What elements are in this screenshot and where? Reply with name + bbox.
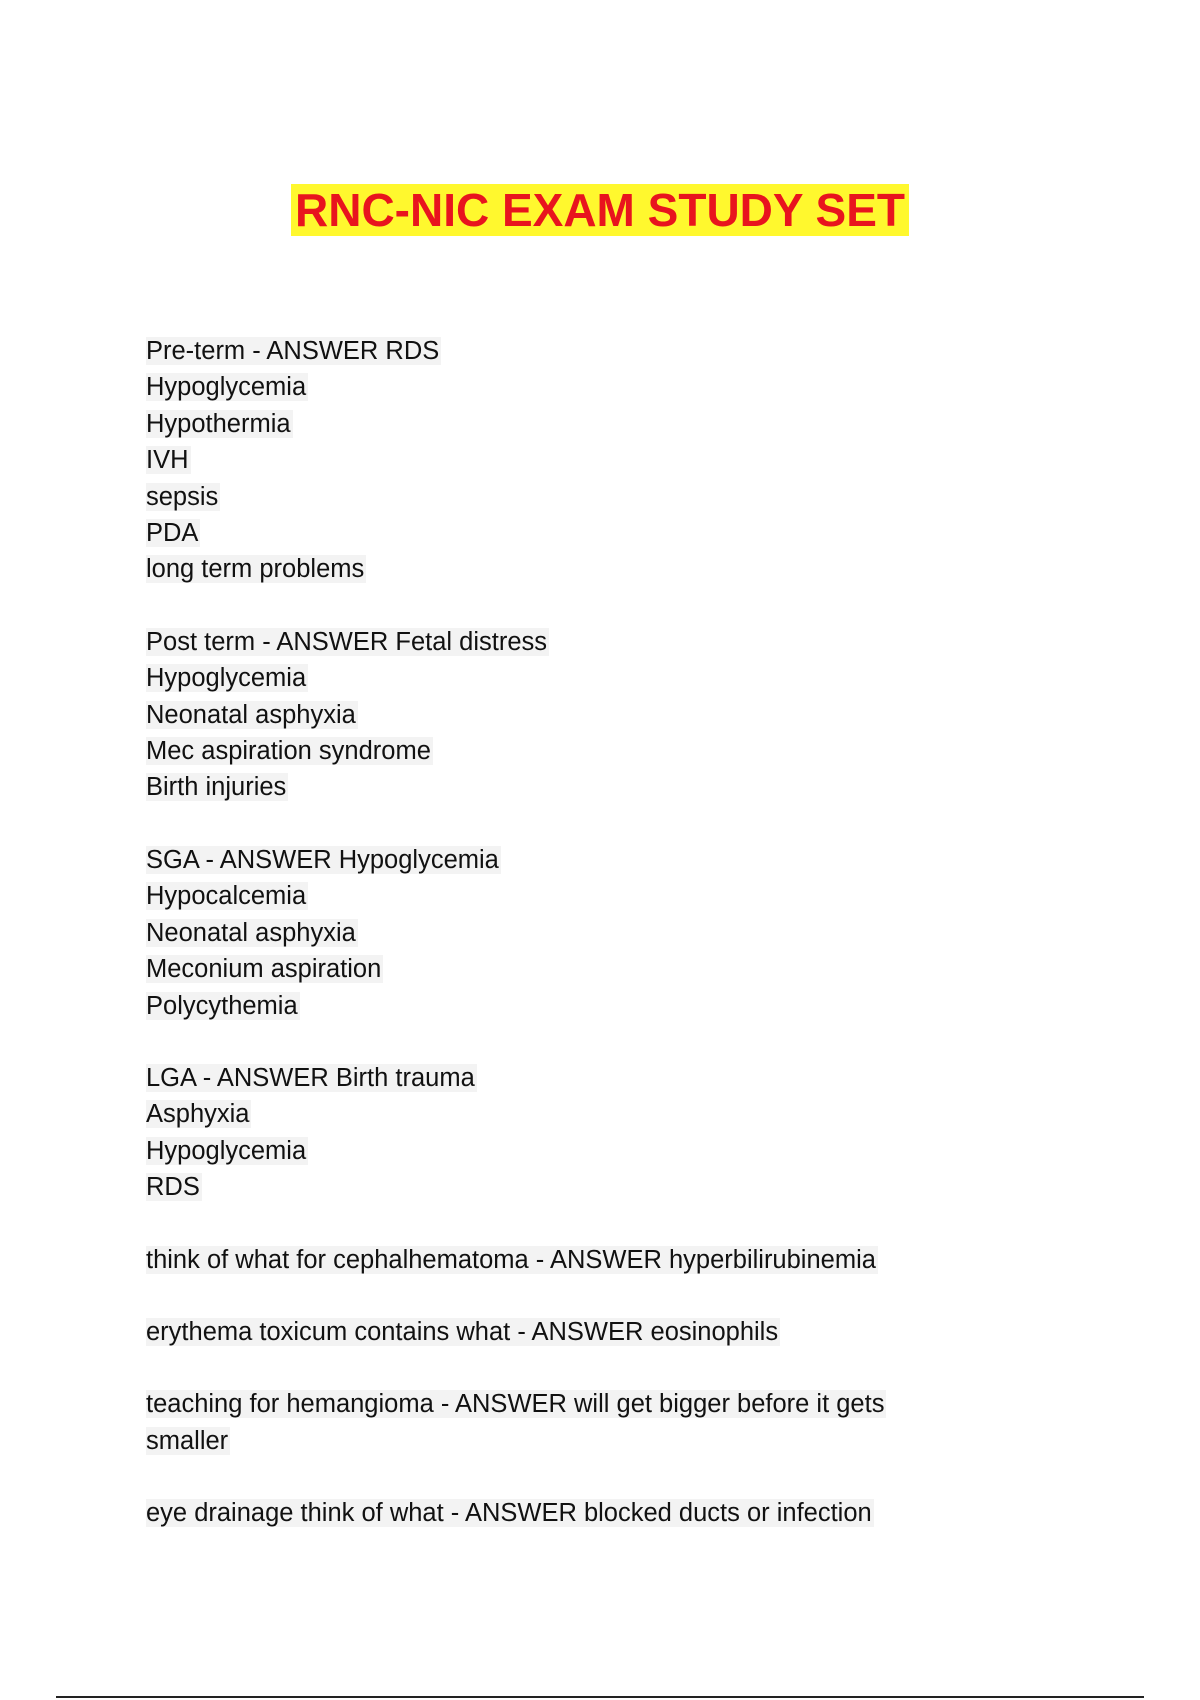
qa-line-text: Mec aspiration syndrome (146, 737, 431, 766)
qa-line-text: PDA (146, 519, 199, 548)
qa-line (146, 951, 1146, 987)
qa-line (146, 1169, 1146, 1205)
qa-line (146, 1386, 1146, 1422)
qa-line (146, 479, 1146, 515)
qa-line (146, 1314, 1146, 1350)
qa-line-text: Hypoglycemia (146, 373, 307, 402)
qa-line (146, 369, 1146, 405)
qa-line-text: eye drainage think of what - ANSWER blocked ducts or infection (146, 1499, 872, 1528)
study-content (146, 333, 1146, 1568)
qa-line-text: Neonatal asphyxia (146, 700, 356, 729)
qa-line-text: Hypoglycemia (146, 664, 307, 693)
qa-line-text: Birth injuries (146, 773, 287, 802)
qa-line (146, 878, 1146, 914)
qa-block-erythema-toxicum (146, 1314, 1146, 1350)
qa-line-text: SGA - ANSWER Hypoglycemia (146, 845, 499, 874)
qa-block-eye-drainage (146, 1495, 1146, 1531)
qa-block-lga (146, 1060, 1146, 1206)
qa-line-text: Meconium aspiration (146, 955, 382, 984)
qa-line (146, 733, 1146, 769)
qa-block-postterm (146, 624, 1146, 806)
qa-line-text: Pre-term - ANSWER RDS (146, 337, 440, 365)
qa-line (146, 1060, 1146, 1096)
qa-line-text: Asphyxia (146, 1100, 250, 1129)
qa-line-text: Hypoglycemia (146, 1136, 307, 1165)
qa-block-sga (146, 842, 1146, 1024)
qa-line-text: Polycythemia (146, 991, 298, 1020)
qa-line-text: RDS (146, 1173, 200, 1202)
qa-line (146, 842, 1146, 878)
qa-line-text: Hypocalcemia (146, 882, 307, 911)
qa-line (146, 697, 1146, 733)
qa-line (146, 1242, 1146, 1278)
qa-line (146, 406, 1146, 442)
qa-line-text: sepsis (146, 482, 219, 511)
qa-line (146, 1096, 1146, 1132)
qa-line-text: Post term - ANSWER Fetal distress (146, 627, 548, 656)
document-title: RNC-NIC EXAM STUDY SET (291, 184, 909, 236)
qa-line-text: Hypothermia (146, 409, 291, 438)
qa-block-cephalhematoma (146, 1242, 1146, 1278)
qa-line-text: erythema toxicum contains what - ANSWER eosinophils (146, 1317, 779, 1346)
qa-block-preterm (146, 333, 1146, 588)
qa-line (146, 515, 1146, 551)
qa-line (146, 551, 1146, 587)
title-container (0, 184, 1200, 236)
qa-line (146, 1423, 1146, 1459)
qa-line-text: Neonatal asphyxia (146, 918, 356, 947)
qa-line (146, 1133, 1146, 1169)
qa-line-text: IVH (146, 446, 189, 475)
qa-block-hemangioma (146, 1386, 1146, 1459)
qa-line-text: LGA - ANSWER Birth trauma (146, 1063, 475, 1092)
qa-line-text: think of what for cephalhematoma - ANSWER hyperbilirubinemia (146, 1245, 876, 1274)
qa-line (146, 660, 1146, 696)
qa-line-text: smaller (146, 1426, 229, 1455)
footer-divider (56, 1696, 1144, 1698)
qa-line-text: teaching for hemangioma - ANSWER will get bigger before it gets (146, 1390, 885, 1419)
qa-line (146, 333, 1146, 369)
qa-line (146, 1495, 1146, 1531)
qa-line (146, 769, 1146, 805)
qa-line (146, 442, 1146, 478)
qa-line (146, 988, 1146, 1024)
qa-line (146, 915, 1146, 951)
qa-line (146, 624, 1146, 660)
qa-line-text: long term problems (146, 555, 365, 584)
